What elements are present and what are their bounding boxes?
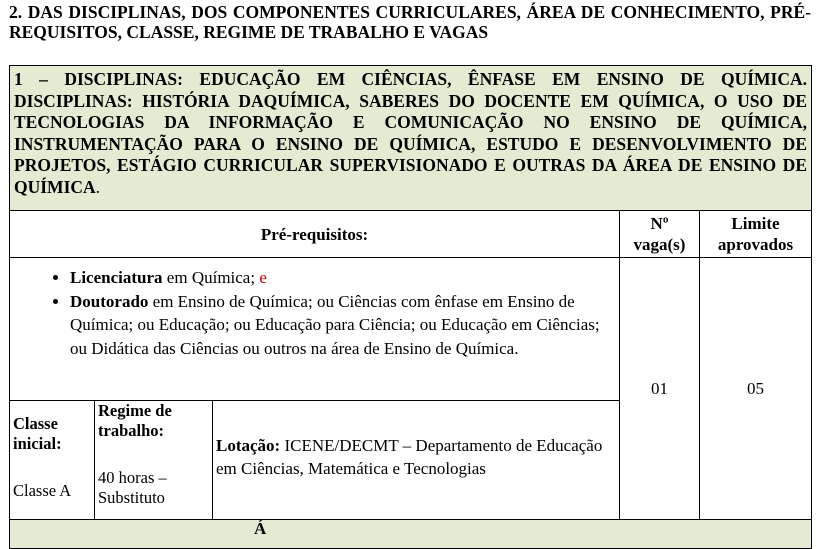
prereq-degree: Licenciatura (70, 268, 163, 287)
classe-label-line1: Classe (13, 414, 58, 433)
vagas-cell (619, 257, 700, 520)
prereq-item (70, 266, 613, 290)
next-row-header (9, 519, 812, 549)
classe-label-line2: inicial: (13, 434, 62, 453)
section-title: 2. DAS DISCIPLINAS, DOS COMPONENTES CURRICULARES, ÁREA DE CONHECIMENTO, PRÉ-REQUISITOS, CLASSE, REGIME DE TRABALHO E VAGAS (9, 2, 811, 42)
lotacao-cell (212, 400, 620, 520)
prereq-list (28, 266, 613, 360)
limite-header (699, 210, 812, 258)
limite-header-line2: aprovados (717, 235, 794, 254)
limite-value: 05 (747, 378, 764, 398)
prereq-degree: Doutorado (70, 291, 149, 311)
prereq-item (70, 290, 613, 361)
regime-label-line1: Regime de (98, 401, 172, 420)
prereq-conjunction: e (259, 268, 267, 287)
classe-cell (9, 400, 95, 520)
regime-value-line1: 40 horas – (98, 468, 167, 487)
regime-value-line2: Substituto (98, 488, 165, 507)
vagas-header-line1: Nº (650, 214, 669, 233)
prereq-field: em Ensino de Química; ou Ciências com ênfase em Ensino de Química; ou Educação; ou Educação para Ciência; ou Educação em Ciências; ou Didática das Ciências ou outros na área de Ensino de Química. (70, 291, 600, 358)
limite-header-line1: Limite (731, 214, 780, 233)
disciplines-header (9, 65, 812, 211)
regime-cell (94, 400, 213, 520)
disciplines-end-punct: . (95, 176, 101, 197)
prereq-header (9, 210, 620, 258)
prereq-header-label: Pré-requisitos: (260, 224, 369, 244)
classe-value: Classe A (13, 481, 72, 500)
limite-cell (699, 257, 812, 520)
prereq-field: em Química; (162, 268, 260, 287)
prereq-cell (9, 257, 620, 401)
lotacao-value: ICENE/DECMT – Departamento de Educação em Ciências, Matemática e Tecnologias (216, 436, 603, 478)
vagas-value: 01 (651, 378, 668, 398)
vacancy-table (9, 65, 812, 538)
regime-label-line2: trabalho: (98, 421, 164, 440)
vagas-header (619, 210, 700, 258)
vagas-header-line2: vaga(s) (633, 235, 686, 254)
lotacao-label: Lotação: (216, 436, 281, 455)
disciplines-text: 1 – DISCIPLINAS: EDUCAÇÃO EM CIÊNCIAS, ÊNFASE EM ENSINO DE QUÍMICA. DISCIPLINAS: HISTÓRIA DAQUÍMICA, SABERES DO DOCENTE EM QUÍMICA, O USO DE TECNOLOGIAS DA INFORMAÇÃO E COMUNICAÇÃO NO ENSINO DE QUÍMICA, INSTRUMENTAÇÃO PARA O ENSINO DE QUÍMICA, ESTUDO E DESENVOLVIMENTO DE PROJETOS, ESTÁGIO CURRICULAR SUPERVISIONADO E OUTRAS DA ÁREA DE ENSINO DE QUÍMICA (14, 69, 807, 197)
next-row-fragment: Á (254, 519, 267, 538)
